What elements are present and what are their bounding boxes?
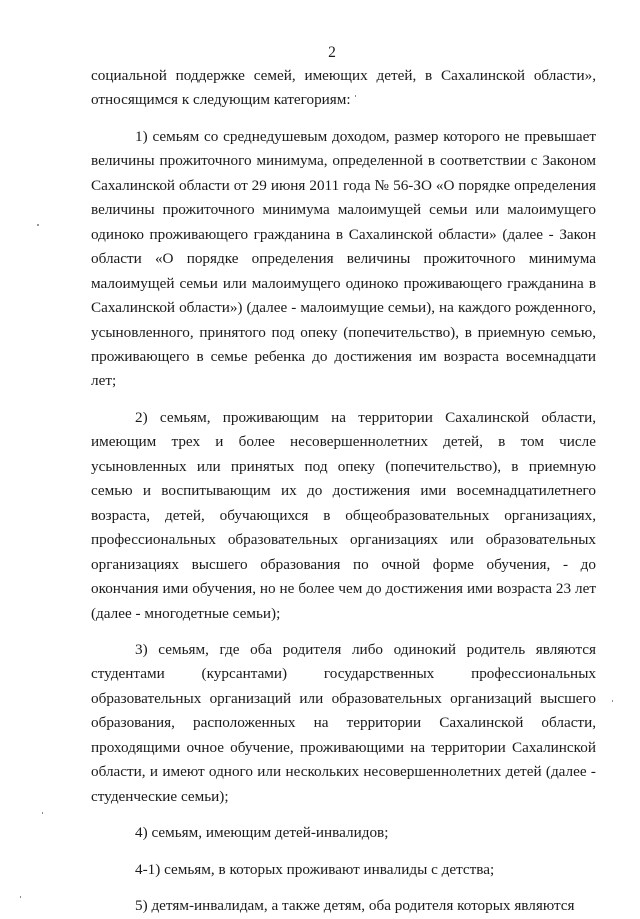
scan-speck xyxy=(37,224,39,226)
paragraph-continuation: социальной поддержке семей, имеющих детей, в Сахалинской области», относящимся к следующим категориям: xyxy=(91,67,596,109)
paragraph-item-2: 2) семьям, проживающим на территории Сахалинской области, имеющим трех и более несовершеннолетних детей, в том числе усыновленных или принятых под опеку (попечительство), в приемную семью и воспитывающим их до достижения ими восемнадцатилетнего возраста, детей, обучающихся в общеобразовательных организациях, профессиональных образовательных организациях или образовательных организациях высшего образования по очной форме обучения, - до окончания ими обучения, но не более чем до достижения ими возраста 23 лет (далее - многодетные семьи); xyxy=(91,408,596,622)
scan-speck xyxy=(42,812,43,814)
scan-speck xyxy=(355,95,356,97)
paragraph-item-3: 3) семьям, где оба родителя либо одинокий родитель являются студентами (курсантами) государственных профессиональных образовательных организаций или образовательных организаций высшего образования, расположенных на территории Сахалинской области, проходящими очное обучение, проживающими на территории Сахалинской области, и имеют одного или нескольких несовершеннолетних детей (далее - студенческие семьи); xyxy=(91,640,596,805)
paragraph-item-1: 1) семьям со среднедушевым доходом, размер которого не превышает величины прожиточного минимума, определенной в соответствии с Законом Сахалинской области от 29 июня 2011 года № 56-ЗО «О порядке определения величины прожиточного минимума малоимущей семьи или малоимущего одиноко проживающего гражданина в Сахалинской области» (далее - Закон области «О порядке определения величины прожиточного минимума малоимущей семьи или малоимущего одиноко проживающего гражданина в Сахалинской области») (далее - малоимущие семьи), на каждого рожденного, усыновленного, принятого под опеку (попечительство), в приемную семью, проживающего в семье ребенка до достижения им возраста восемнадцати лет; xyxy=(91,127,596,390)
document-body xyxy=(91,64,596,919)
scan-speck xyxy=(612,700,613,702)
paragraph-item-5: 5) детям-инвалидам, а также детям, оба родителя которых являются xyxy=(135,897,575,915)
paragraph-item-4: 4) семьям, имеющим детей-инвалидов; xyxy=(135,824,389,842)
paragraph-item-4-1: 4-1) семьям, в которых проживают инвалиды с детства; xyxy=(135,860,495,878)
page-number: 2 xyxy=(328,44,336,61)
scan-speck xyxy=(20,896,21,898)
